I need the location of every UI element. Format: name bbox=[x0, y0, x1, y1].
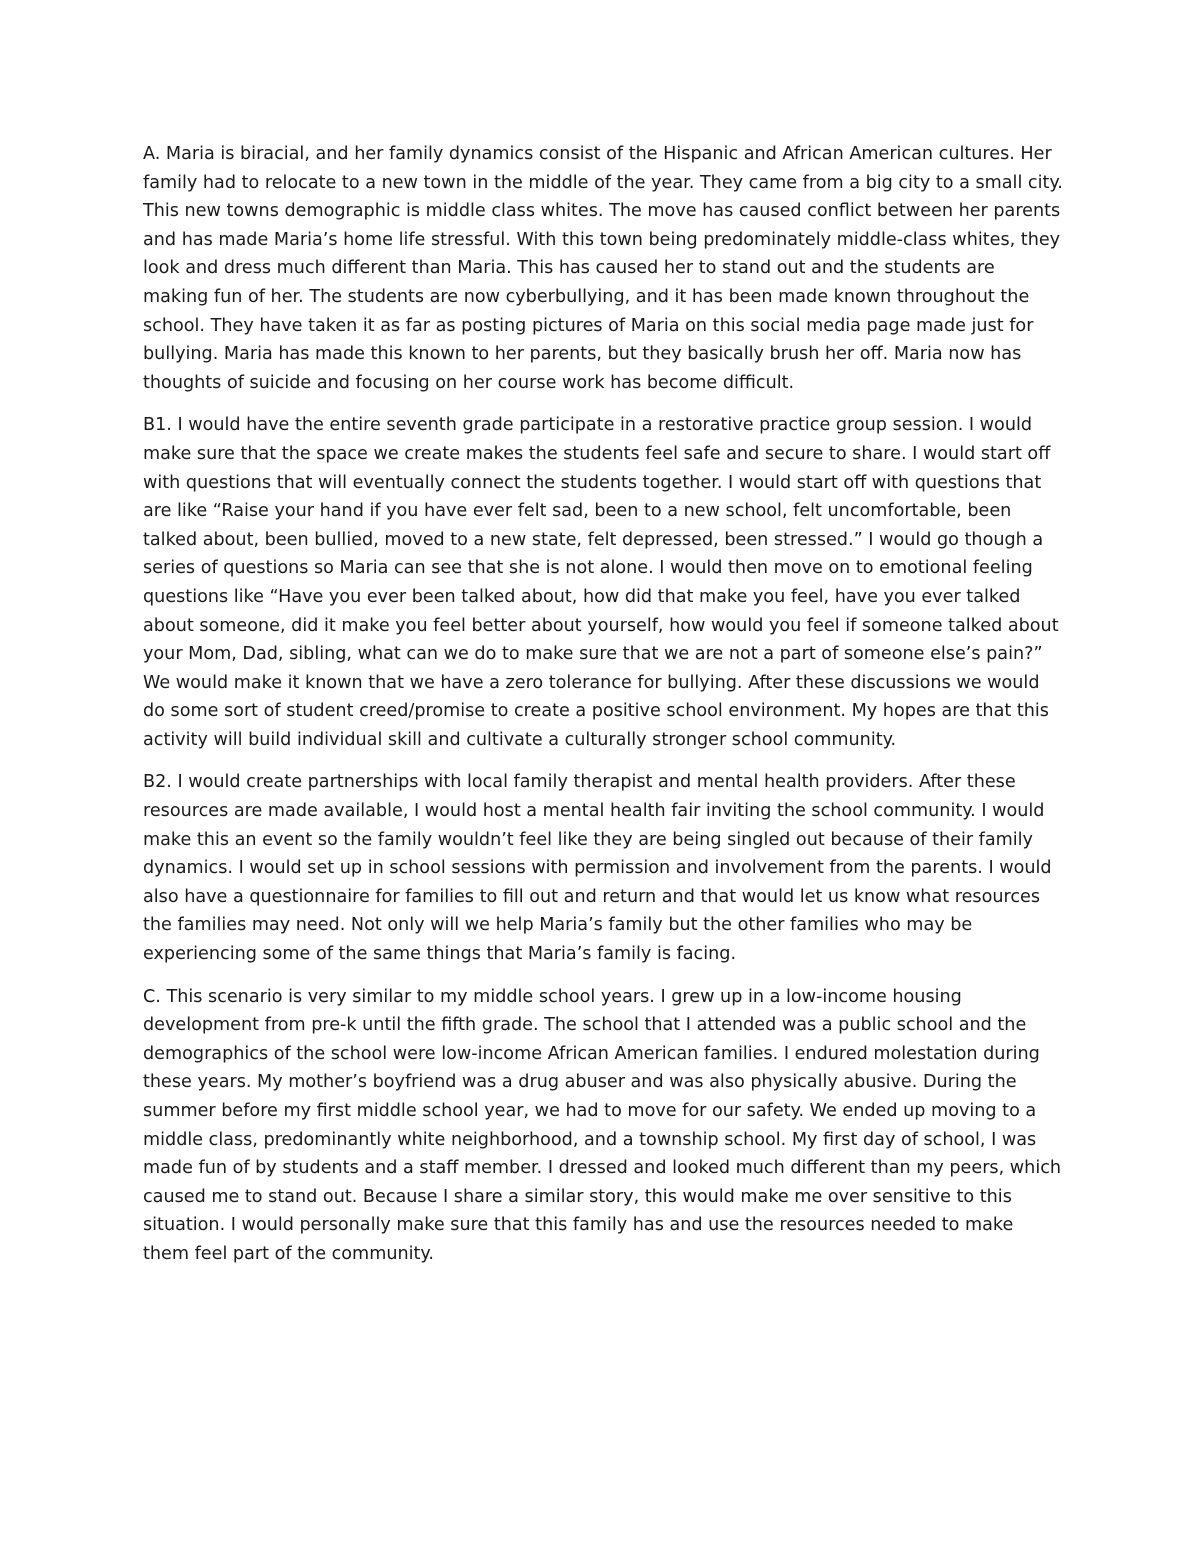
paragraph-c: C. This scenario is very similar to my middle school years. I grew up in a low-income housing development from pre-k until the fifth grade. The school that I attended was a public school and the demographics of the school were low-income African American families. I endured molestation during these years. My mother’s boyfriend was a drug abuser and was also physically abusive. During the summer before my first middle school year, we had to move for our safety. We ended up moving to a middle class, predominantly white neighborhood, and a township school. My first day of school, I was made fun of by students and a staff member. I dressed and looked much different than my peers, which caused me to stand out. Because I share a similar story, this would make me over sensitive to this situation. I would personally make sure that this family has and use the resources needed to make them feel part of the community. bbox=[143, 986, 1062, 1264]
paragraph-a: A. Maria is biracial, and her family dynamics consist of the Hispanic and African American cultures. Her family had to relocate to a new town in the middle of the year. They came from a big city to a small city. This new towns demographic is middle class whites. The move has caused conflict between her parents and has made Maria’s home life stressful. With this town being predominately middle-class whites, they look and dress much different than Maria. This has caused her to stand out and the students are making fun of her. The students are now cyberbullying, and it has been made known throughout the school. They have taken it as far as posting pictures of Maria on this social media page made just for bullying. Maria has made this known to her parents, but they basically brush her off. Maria now has thoughts of suicide and focusing on her course work has become difficult. bbox=[143, 144, 1063, 393]
paragraph-b1: B1. I would have the entire seventh grade participate in a restorative practice group session. I would make sure that the space we create makes the students feel safe and secure to share. I would start off with questions that will eventually connect the students together. I would start off with questions that are like “Raise your hand if you have ever felt sad, been to a new school, felt uncomfortable, been talked about, been bullied, moved to a new state, felt depressed, been stressed.” I would go though a series of questions so Maria can see that she is not alone. I would then move on to emotional feeling questions like “Have you ever been talked about, how did that make you feel, have you ever talked about someone, did it make you feel better about yourself, how would you feel if someone talked about your Mom, Dad, sibling, what can we do to make sure that we are not a part of someone else’s pain?” We would make it known that we have a zero tolerance for bullying. After these discussions we would do some sort of student creed/promise to create a positive school environment. My hopes are that this activity will build individual skill and cultivate a culturally stronger school community. bbox=[143, 415, 1059, 750]
document-body bbox=[143, 140, 1063, 1283]
paragraph-b2: B2. I would create partnerships with local family therapist and mental health providers. After these resources are made available, I would host a mental health fair inviting the school community. I would make this an event so the family wouldn’t feel like they are being singled out because of their family dynamics. I would set up in school sessions with permission and involvement from the parents. I would also have a questionnaire for families to fill out and return and that would let us know what resources the families may need. Not only will we help Maria’s family but the other families who may be experiencing some of the same things that Maria’s family is facing. bbox=[143, 772, 1052, 965]
